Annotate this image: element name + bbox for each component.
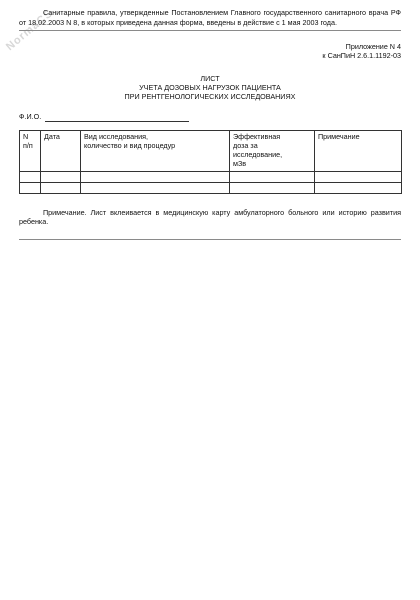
watermark-logo: NormaCS xyxy=(4,7,56,54)
header-cell-remark xyxy=(315,130,402,171)
header-text: Вид исследования, xyxy=(84,131,149,141)
fio-label: Ф.И.О. xyxy=(19,112,42,122)
table-cell[interactable] xyxy=(20,171,41,182)
header-text: мЗв xyxy=(233,159,247,169)
fio-blank-line xyxy=(45,113,189,122)
appendix-document: к СанПиН 2.6.1.1192-03 xyxy=(322,51,401,61)
header-text: исследование, xyxy=(233,150,283,160)
header-text: N xyxy=(23,131,29,141)
document-page xyxy=(19,8,401,240)
bottom-divider xyxy=(19,239,401,240)
document-title xyxy=(19,74,401,102)
appendix-number: Приложение N 4 xyxy=(345,42,401,52)
table-cell[interactable] xyxy=(41,171,81,182)
header-text: Примечание xyxy=(318,131,360,141)
header-text: п/п xyxy=(23,141,33,150)
table-cell[interactable] xyxy=(315,171,402,182)
header-text: Эффективная xyxy=(233,131,281,141)
title-line-3: ПРИ РЕНТГЕНОЛОГИЧЕСКИХ ИССЛЕДОВАНИЯХ xyxy=(124,92,296,101)
header-text: количество и вид процедур xyxy=(84,141,176,150)
header-cell-number xyxy=(20,130,41,171)
table-cell[interactable] xyxy=(315,182,402,193)
title-line-2: УЧЕТА ДОЗОВЫХ НАГРУЗОК ПАЦИЕНТА xyxy=(139,82,281,92)
header-text: Дата xyxy=(44,131,60,141)
header-cell-dose xyxy=(230,130,315,171)
table-cell[interactable] xyxy=(81,182,230,193)
table-cell[interactable] xyxy=(230,171,315,182)
table-row xyxy=(20,182,402,193)
appendix-reference xyxy=(19,42,401,60)
table-cell[interactable] xyxy=(41,182,81,193)
header-cell-date xyxy=(41,130,81,171)
intro-paragraph: Санитарные правила, утвержденные Постановлением Главного государственного санитарного врача РФ от 18.02.2003 N 8, в которых приведена данная форма, введены в действие с 1 мая 2003 года. xyxy=(19,8,401,31)
table-header-row xyxy=(20,130,402,171)
title-line-1: ЛИСТ xyxy=(200,73,220,83)
dose-log-table xyxy=(19,130,402,194)
table-cell[interactable] xyxy=(81,171,230,182)
header-cell-examination xyxy=(81,130,230,171)
note-paragraph: Примечание. Лист вклеивается в медицинскую карту амбулаторного больного или историю развития ребенка. xyxy=(19,207,401,227)
table-row xyxy=(20,171,402,182)
table-cell[interactable] xyxy=(230,182,315,193)
header-text: доза за xyxy=(233,141,258,150)
table-cell[interactable] xyxy=(20,182,41,193)
fio-field xyxy=(19,112,401,122)
